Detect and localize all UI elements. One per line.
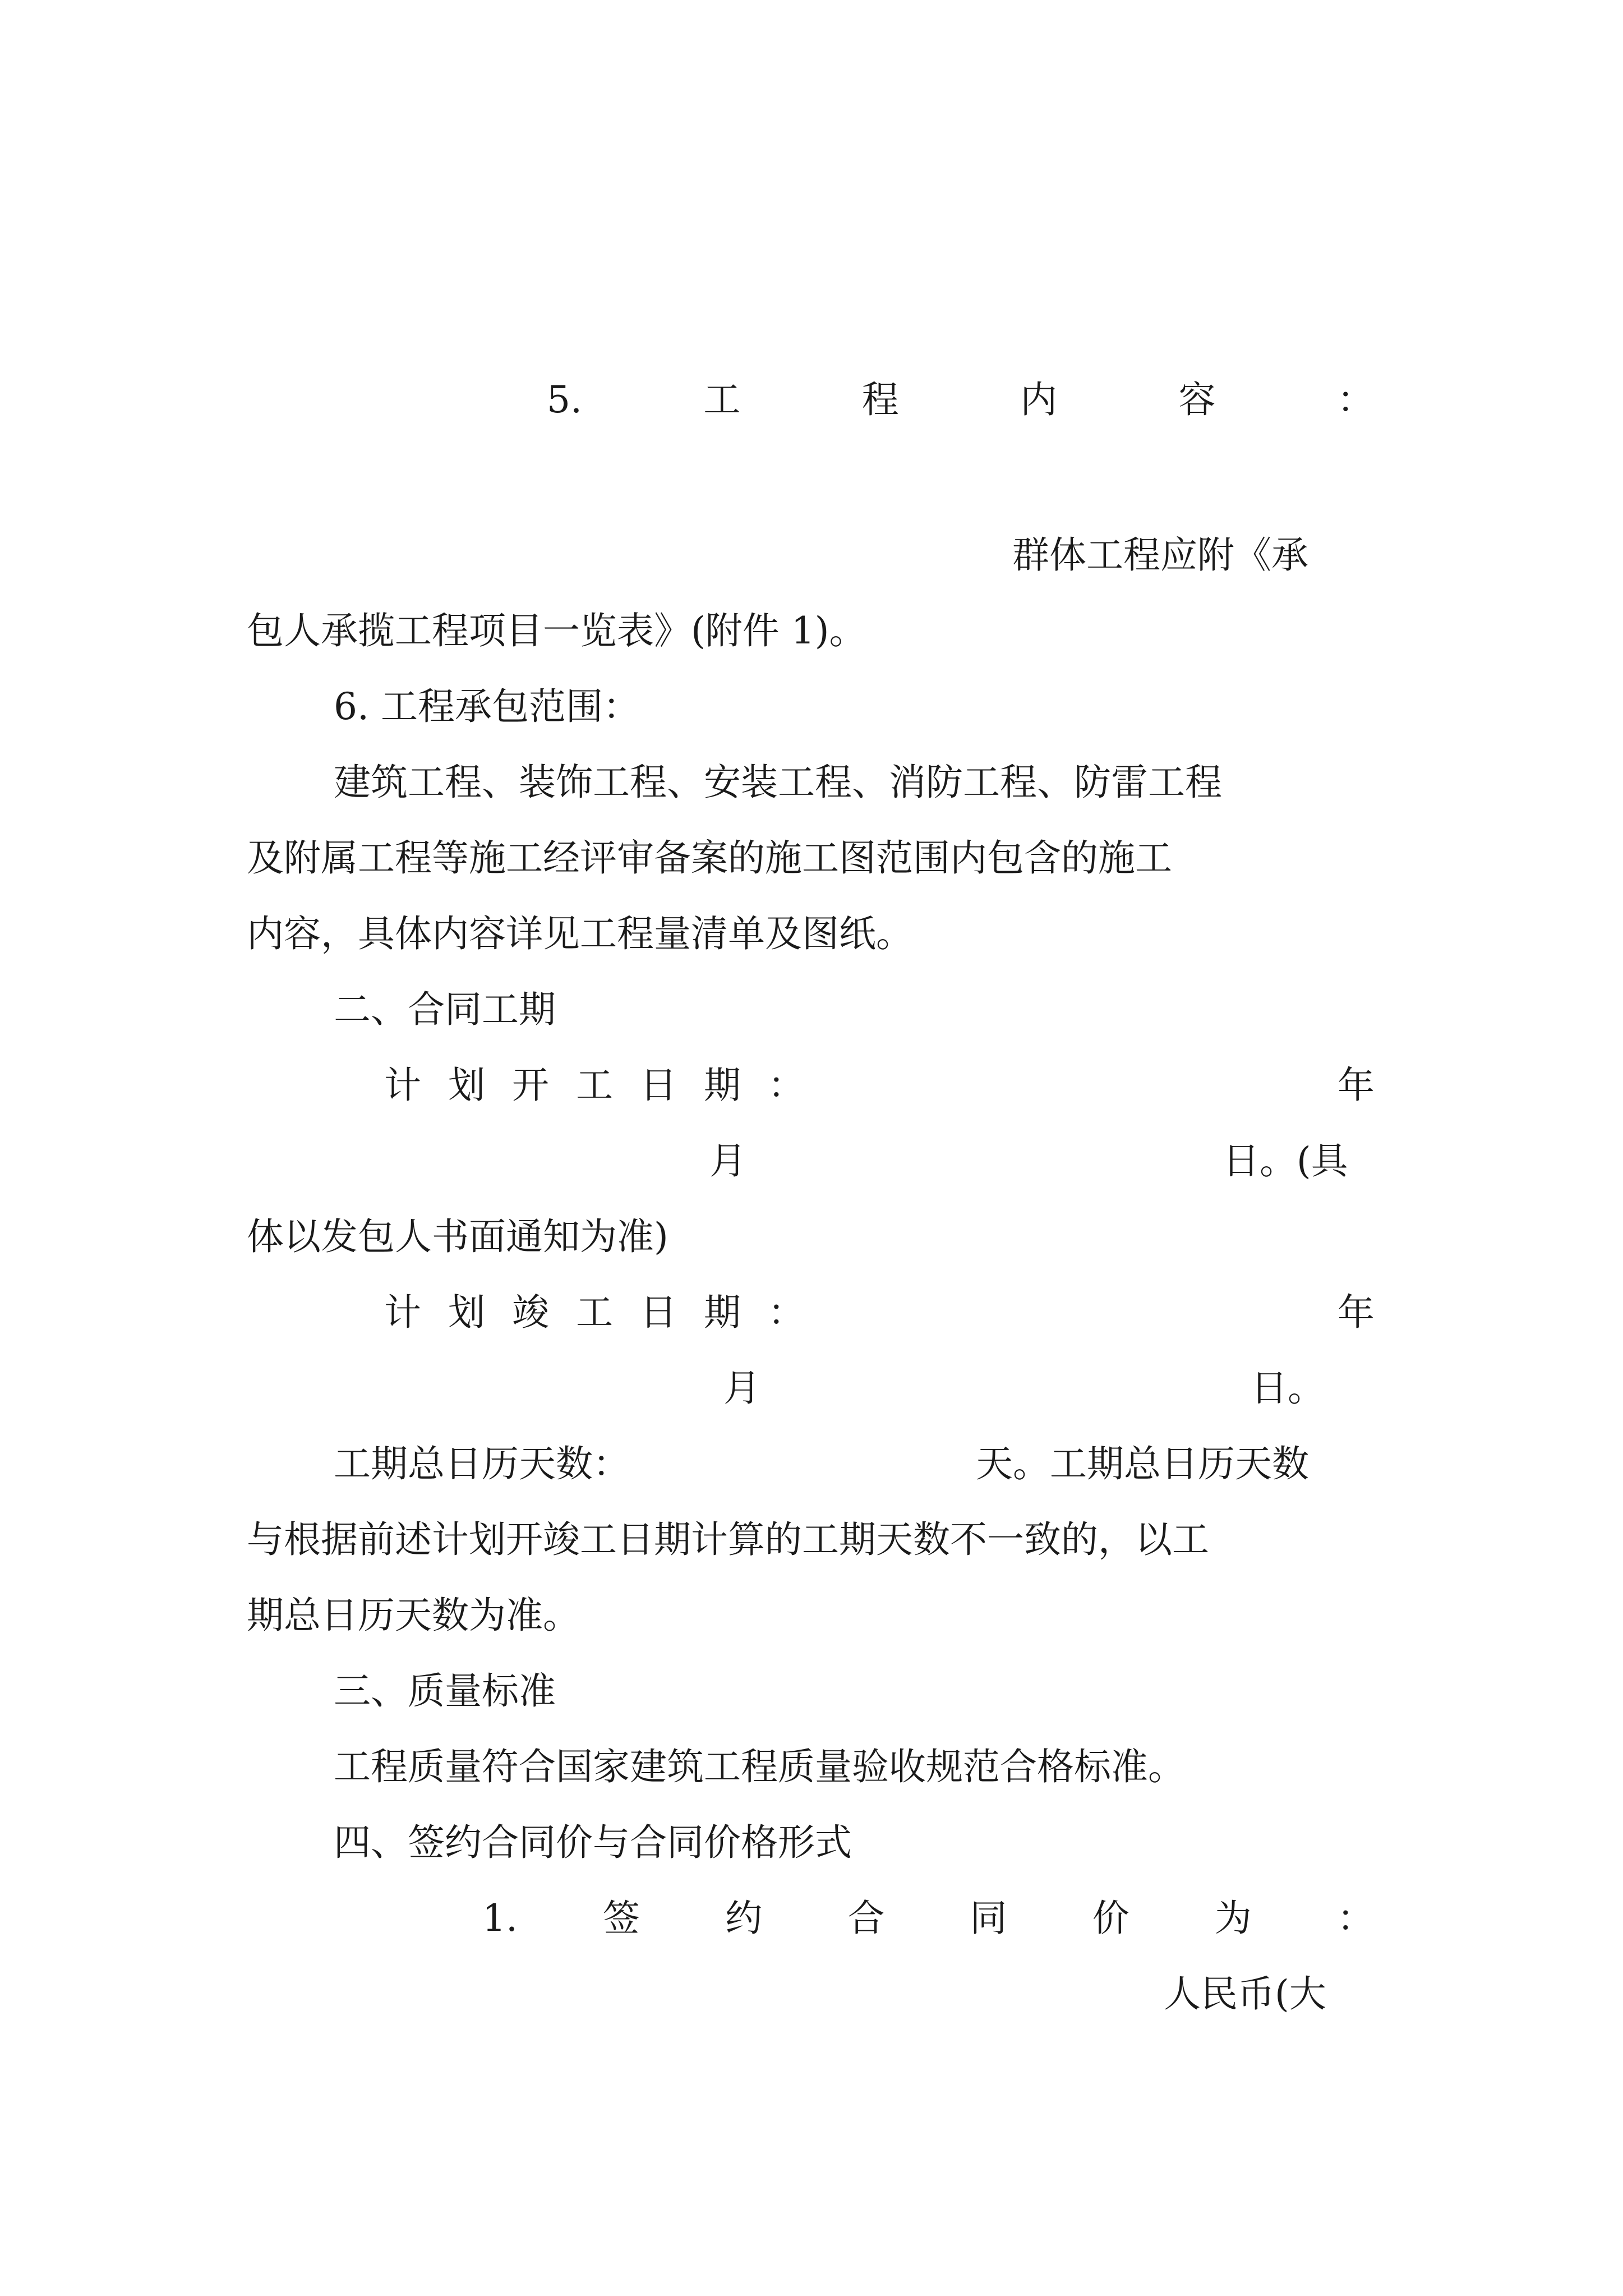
start-month: 月	[709, 1139, 746, 1182]
item5-char: 容	[1178, 378, 1216, 421]
section3-body: 工程质量符合国家建筑工程质量验收规范合格标准。	[334, 1745, 1185, 1788]
start-note: 体以发包人书面通知为准)	[247, 1215, 668, 1258]
price-label-char: 同	[970, 1897, 1007, 1940]
end-label-char: 期	[704, 1291, 741, 1334]
price-label-char: 为	[1214, 1897, 1252, 1940]
end-label-char: 日	[640, 1291, 677, 1334]
start-label-char: 计	[384, 1064, 421, 1107]
price-label-char: 价	[1092, 1897, 1129, 1940]
end-day: 日。	[1251, 1366, 1325, 1410]
section3-heading: 三、质量标准	[334, 1669, 556, 1713]
section2-heading: 二、合同工期	[334, 988, 556, 1031]
item6-body-line: 及附属工程等施工经评审备案的施工图范围内包含的施工	[247, 836, 1172, 880]
total-days-label: 工期总日历天数：	[334, 1442, 630, 1485]
item6-body-line: 内容，具体内容详见工程量清单及图纸。	[247, 912, 913, 955]
start-year: 年	[1338, 1064, 1375, 1107]
start-label-char: 开	[512, 1064, 549, 1107]
start-label-char: 期	[704, 1064, 741, 1107]
price-label-char: 1.	[482, 1897, 518, 1940]
total-days-unit: 天。工期总日历天数	[976, 1442, 1309, 1485]
price-label-char: 签	[603, 1897, 640, 1940]
start-label-char: 日	[640, 1064, 677, 1107]
end-label-char: 计	[384, 1291, 421, 1334]
item5-char: 内	[1020, 378, 1058, 421]
end-label-char: 划	[448, 1291, 485, 1334]
item5-text-cont: 包人承揽工程项目一览表》(附件 1)。	[247, 609, 866, 652]
price-label-char: ：	[1336, 1897, 1374, 1940]
start-label-char: ：	[768, 1064, 805, 1107]
item6-heading: 6. 工程承包范围：	[334, 685, 640, 728]
end-year: 年	[1338, 1291, 1375, 1334]
end-label-char: 竣	[512, 1291, 549, 1334]
item5-char: 5.	[547, 378, 582, 421]
total-days-note: 期总日历天数为准。	[247, 1594, 580, 1637]
section4-heading: 四、签约合同价与合同价格形式	[334, 1821, 852, 1864]
item5-text: 群体工程应附《承	[1012, 533, 1308, 577]
item5-char: 工	[703, 378, 741, 421]
end-label-char: ：	[768, 1291, 805, 1334]
start-date-label	[384, 1057, 805, 1114]
item6-body-line: 建筑工程、装饰工程、安装工程、消防工程、防雷工程	[334, 761, 1222, 804]
item5-heading	[547, 372, 1374, 428]
item5-char: 程	[861, 378, 899, 421]
end-label-char: 工	[576, 1291, 613, 1334]
end-date-label	[384, 1285, 805, 1341]
price-label-char: 合	[847, 1897, 885, 1940]
start-day: 日。(具	[1223, 1139, 1348, 1182]
item5-char: ：	[1336, 378, 1374, 421]
price-label-char: 约	[725, 1897, 763, 1940]
start-label-char: 划	[448, 1064, 485, 1107]
amount-prefix: 人民币(大	[1164, 1972, 1326, 2016]
end-month: 月	[723, 1366, 760, 1410]
start-label-char: 工	[576, 1064, 613, 1107]
total-days-note: 与根据前述计划开竣工日期计算的工期天数不一致的，以工	[247, 1518, 1209, 1561]
contract-price-label	[482, 1890, 1374, 1947]
